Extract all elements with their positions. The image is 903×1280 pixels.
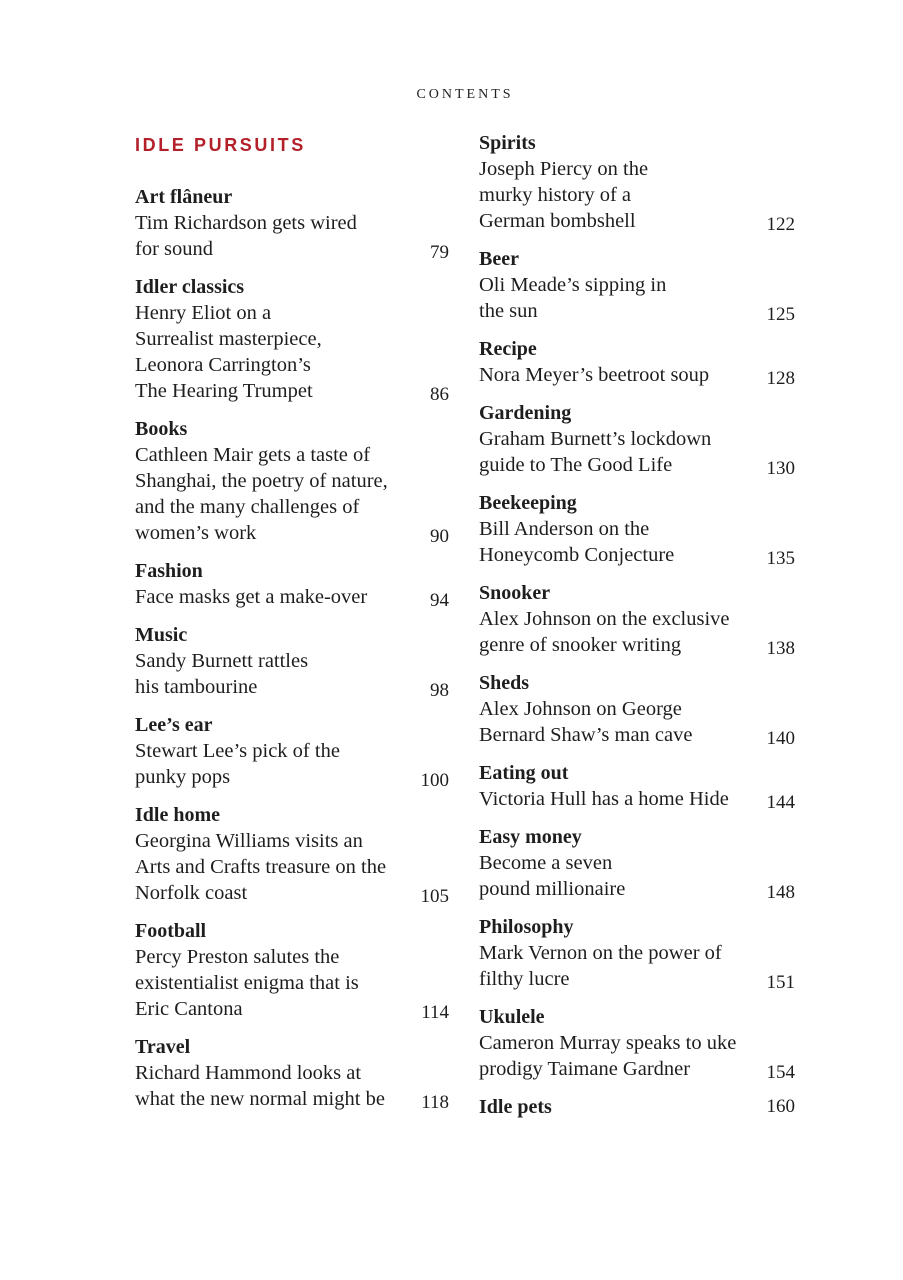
toc-entry-gardening[interactable] <box>479 400 795 478</box>
toc-entry-beer[interactable] <box>479 246 795 324</box>
entry-title: Philosophy <box>479 916 574 938</box>
entry-body <box>135 1060 449 1112</box>
page-number: 125 <box>766 304 795 325</box>
entry-line: Cameron Murray speaks to uke <box>479 1032 737 1054</box>
page-number: 151 <box>766 972 795 993</box>
toc-entry-philosophy[interactable] <box>479 914 795 992</box>
entry-body <box>479 606 795 658</box>
toc-entry-spirits[interactable] <box>479 130 795 234</box>
entry-title: Recipe <box>479 338 537 360</box>
entry-line: Arts and Crafts treasure on the <box>135 856 387 878</box>
entry-body <box>479 516 795 568</box>
entry-title: Snooker <box>479 582 551 604</box>
entry-line: punky pops <box>135 766 231 788</box>
page-number: 160 <box>766 1096 795 1117</box>
entry-title: Travel <box>135 1036 191 1058</box>
toc-entry-snooker[interactable] <box>479 580 795 658</box>
entry-line: Graham Burnett’s lockdown <box>479 428 712 450</box>
toc-entry-music[interactable] <box>135 622 449 700</box>
toc-entry-football[interactable] <box>135 918 449 1022</box>
entry-body <box>479 272 795 324</box>
entry-line: Victoria Hull has a home Hide <box>479 788 729 810</box>
entry-body <box>479 426 795 478</box>
page-number: 128 <box>766 368 795 389</box>
entry-line: women’s work <box>135 522 257 544</box>
entry-body <box>135 828 449 906</box>
page-number: 94 <box>430 590 449 611</box>
page-number: 105 <box>420 886 449 907</box>
entry-line: prodigy Taimane Gardner <box>479 1058 691 1080</box>
entry-line: his tambourine <box>135 676 258 698</box>
entry-line: guide to The Good Life <box>479 454 673 476</box>
entry-line: for sound <box>135 238 214 260</box>
entry-line: Joseph Piercy on the <box>479 158 649 180</box>
entry-line: Bill Anderson on the <box>479 518 650 540</box>
contents-right-column <box>479 130 795 1132</box>
entry-body <box>135 648 449 700</box>
entry-line-book-title: The Hearing Trumpet <box>135 380 313 402</box>
entry-line: Alex Johnson on George <box>479 698 682 720</box>
page-number: 154 <box>766 1062 795 1083</box>
page-number: 118 <box>421 1092 449 1113</box>
entry-line: and the many challenges of <box>135 496 360 518</box>
entry-line: genre of snooker writing <box>479 634 682 656</box>
entry-title: Sheds <box>479 672 530 694</box>
toc-entry-idle-home[interactable] <box>135 802 449 906</box>
entry-title: Beekeeping <box>479 492 577 514</box>
page-number: 79 <box>430 242 449 263</box>
entry-body <box>135 210 449 262</box>
entry-body <box>135 584 449 610</box>
page-header: CONTENTS <box>416 87 514 102</box>
entry-title: Easy money <box>479 826 582 848</box>
entry-body <box>135 738 449 790</box>
entry-line: pound millionaire <box>479 878 626 900</box>
entry-line: Surrealist masterpiece, <box>135 328 322 350</box>
page-number: 86 <box>430 384 449 405</box>
section-title: IDLE PURSUITS <box>135 135 306 155</box>
toc-entry-beekeeping[interactable] <box>479 490 795 568</box>
entry-title: Books <box>135 418 188 440</box>
toc-entry-easy-money[interactable] <box>479 824 795 902</box>
page-number: 140 <box>766 728 795 749</box>
contents-left-column <box>135 130 449 1124</box>
entry-body <box>479 362 795 388</box>
entry-title: Fashion <box>135 560 203 582</box>
entry-line: murky history of a <box>479 184 632 206</box>
entry-line: Henry Eliot on a <box>135 302 272 324</box>
entry-line: Eric Cantona <box>135 998 243 1020</box>
entry-title: Beer <box>479 248 519 270</box>
entry-line: Tim Richardson gets wired <box>135 212 357 234</box>
entry-line: Stewart Lee’s pick of the <box>135 740 340 762</box>
toc-entry-recipe[interactable] <box>479 336 795 388</box>
page-number: 90 <box>430 526 449 547</box>
entry-line: Bernard Shaw’s man cave <box>479 724 693 746</box>
entry-title: Football <box>135 920 207 942</box>
page-number: 138 <box>766 638 795 659</box>
entry-title: Music <box>135 624 188 646</box>
entry-line: Nora Meyer’s beetroot soup <box>479 364 710 386</box>
entry-body <box>479 1030 795 1082</box>
entry-line: what the new normal might be <box>135 1088 385 1110</box>
page-number: 114 <box>421 1002 449 1023</box>
entry-title-row <box>479 1094 795 1120</box>
entry-body <box>479 696 795 748</box>
entry-line: Oli Meade’s sipping in <box>479 274 667 296</box>
entry-line: filthy lucre <box>479 968 570 990</box>
entry-body <box>135 944 449 1022</box>
entry-title: Eating out <box>479 762 569 784</box>
entry-line: German bombshell <box>479 210 636 232</box>
toc-entry-fashion[interactable] <box>135 558 449 610</box>
page-number: 144 <box>766 792 795 813</box>
page-number: 130 <box>766 458 795 479</box>
entry-line: Honeycomb Conjecture <box>479 544 675 566</box>
toc-entry-books[interactable] <box>135 416 449 546</box>
entry-title: Idle pets <box>479 1096 552 1118</box>
entry-line: Richard Hammond looks at <box>135 1062 362 1084</box>
entry-body <box>135 300 449 404</box>
entry-body <box>479 786 795 812</box>
toc-entry-idle-pets[interactable] <box>479 1094 795 1120</box>
entry-line: Become a seven <box>479 852 613 874</box>
page-number: 135 <box>766 548 795 569</box>
entry-line: Percy Preston salutes the <box>135 946 340 968</box>
entry-body <box>479 156 795 234</box>
page-number: 98 <box>430 680 449 701</box>
entry-title: Ukulele <box>479 1006 545 1028</box>
toc-entry-eating-out[interactable] <box>479 760 795 812</box>
entry-title: Art flâneur <box>135 186 233 208</box>
entry-body <box>479 850 795 902</box>
entry-line: Shanghai, the poetry of nature, <box>135 470 388 492</box>
entry-line: Leonora Carrington’s <box>135 354 311 376</box>
entry-line: the sun <box>479 300 538 322</box>
entry-title: Spirits <box>479 132 536 154</box>
entry-title: Idler classics <box>135 276 245 298</box>
entry-line: Cathleen Mair gets a taste of <box>135 444 371 466</box>
toc-entry-travel[interactable] <box>135 1034 449 1112</box>
toc-entry-lees-ear[interactable] <box>135 712 449 790</box>
entry-line: Face masks get a make-over <box>135 586 368 608</box>
page-number: 100 <box>420 770 449 791</box>
entry-line: existentialist enigma that is <box>135 972 359 994</box>
entry-body <box>479 940 795 992</box>
entry-line: Sandy Burnett rattles <box>135 650 309 672</box>
toc-entry-art-flaneur[interactable] <box>135 184 449 262</box>
page-number: 148 <box>766 882 795 903</box>
entry-title: Idle home <box>135 804 220 826</box>
entry-line: Mark Vernon on the power of <box>479 942 722 964</box>
entry-line: Georgina Williams visits an <box>135 830 363 852</box>
toc-entry-ukulele[interactable] <box>479 1004 795 1082</box>
entry-line: Alex Johnson on the exclusive <box>479 608 730 630</box>
toc-entry-sheds[interactable] <box>479 670 795 748</box>
entry-title: Gardening <box>479 402 572 424</box>
toc-entry-idler-classics[interactable] <box>135 274 449 404</box>
entry-title: Lee’s ear <box>135 714 213 736</box>
page-number: 122 <box>766 214 795 235</box>
entry-line: Norfolk coast <box>135 882 248 904</box>
entry-body <box>135 442 449 546</box>
